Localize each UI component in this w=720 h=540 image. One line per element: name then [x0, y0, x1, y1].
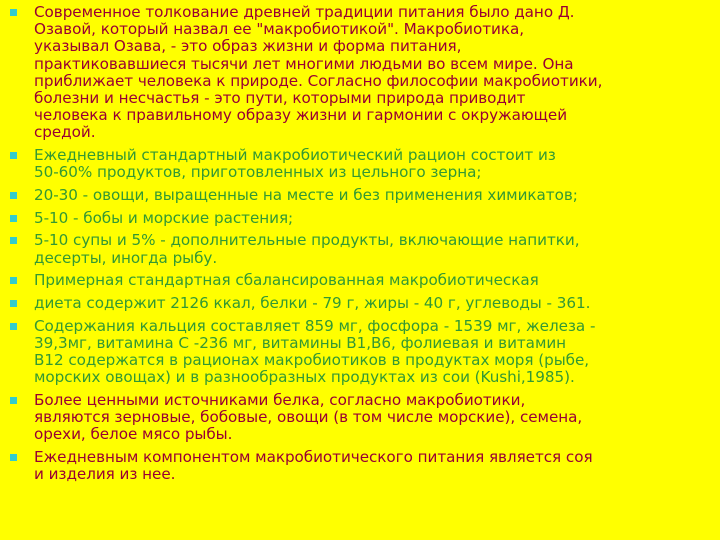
bullet-item [10, 210, 710, 227]
bullet-item [10, 4, 710, 142]
bullet-text-line: Ежедневный стандартный макробиотический рацион состоит из [34, 146, 556, 165]
bullet-text-line: 20-30 - овощи, выращенные на месте и без применения химикатов; [34, 186, 578, 205]
bullet-text-line: диета содержит 2126 ккал, белки - 79 г, жиры - 40 г, углеводы - 361. [34, 294, 591, 313]
bullet-text-line: человека к правильному образу жизни и гармонии с окружающей [34, 106, 568, 125]
bullet-square-icon [10, 237, 17, 244]
bullet-item [10, 318, 710, 387]
bullet-text-line: приближает человека к природе. Согласно философии макробиотики, [34, 71, 603, 90]
bullet-square-icon [10, 300, 17, 307]
bullet-text-line: практиковавшиеся тысячи лет многими людьми во всем мире. Она [34, 54, 574, 73]
bullet-item [10, 232, 710, 266]
bullet-text-line: 39,3мг, витамина С -236 мг, витамины В1,В6, фолиевая и витамин [34, 333, 567, 352]
bullet-square-icon [10, 277, 17, 284]
bullet-text-line: Ежедневным компонентом макробиотического питания является соя [34, 448, 593, 467]
bullet-text-line: 50-60% продуктов, приготовленных из цельного зерна; [34, 163, 482, 182]
bullet-text-line: указывал Озава, - это образ жизни и форма питания, [34, 37, 462, 56]
bullet-text-line: и изделия из нее. [34, 465, 176, 484]
bullet-square-icon [10, 152, 17, 159]
bullet-text-line: 5-10 - бобы и морские растения; [34, 208, 294, 227]
bullet-item [10, 392, 710, 444]
bullet-square-icon [10, 454, 17, 461]
bullet-text-line: средой. [34, 123, 96, 142]
bullet-text-line: Более ценными источниками белка, согласно макробиотики, [34, 391, 526, 410]
bullet-item [10, 272, 710, 289]
bullet-item [10, 147, 710, 181]
bullet-item [10, 449, 710, 483]
bullet-text-line: В12 содержатся в рационах макробиотиков в продуктах моря (рыбе, [34, 351, 590, 370]
bullet-text-line: болезни и несчастья - это пути, которыми природа приводит [34, 89, 526, 108]
bullet-text-line: Примерная стандартная сбалансированная макробиотическая [34, 271, 539, 290]
bullet-text-line: Современное толкование древней традиции питания было дано Д. [34, 3, 575, 21]
bullet-item [10, 187, 710, 204]
bullet-square-icon [10, 9, 17, 16]
bullet-square-icon [10, 192, 17, 199]
bullet-text-line: орехи, белое мясо рыбы. [34, 425, 233, 444]
bullet-text-line: Содержания кальция составляет 859 мг, фосфора - 1539 мг, железа - [34, 316, 596, 335]
bullet-square-icon [10, 397, 17, 404]
bullet-square-icon [10, 215, 17, 222]
bullet-text-line: являются зерновые, бобовые, овощи (в том числе морские), семена, [34, 408, 583, 427]
bullet-text-line: морских овощах) и в разнообразных продуктах из сои (Kushi,1985). [34, 368, 575, 387]
bullet-item [10, 295, 710, 312]
bullet-text-line: 5-10 супы и 5% - дополнительные продукты, включающие напитки, [34, 231, 580, 250]
bullet-text-line: Озавой, который назвал ее "макробиотикой". Макробиотика, [34, 20, 525, 39]
bullet-square-icon [10, 323, 17, 330]
bullet-text-line: десерты, иногда рыбу. [34, 248, 218, 267]
bullet-list [10, 4, 710, 489]
